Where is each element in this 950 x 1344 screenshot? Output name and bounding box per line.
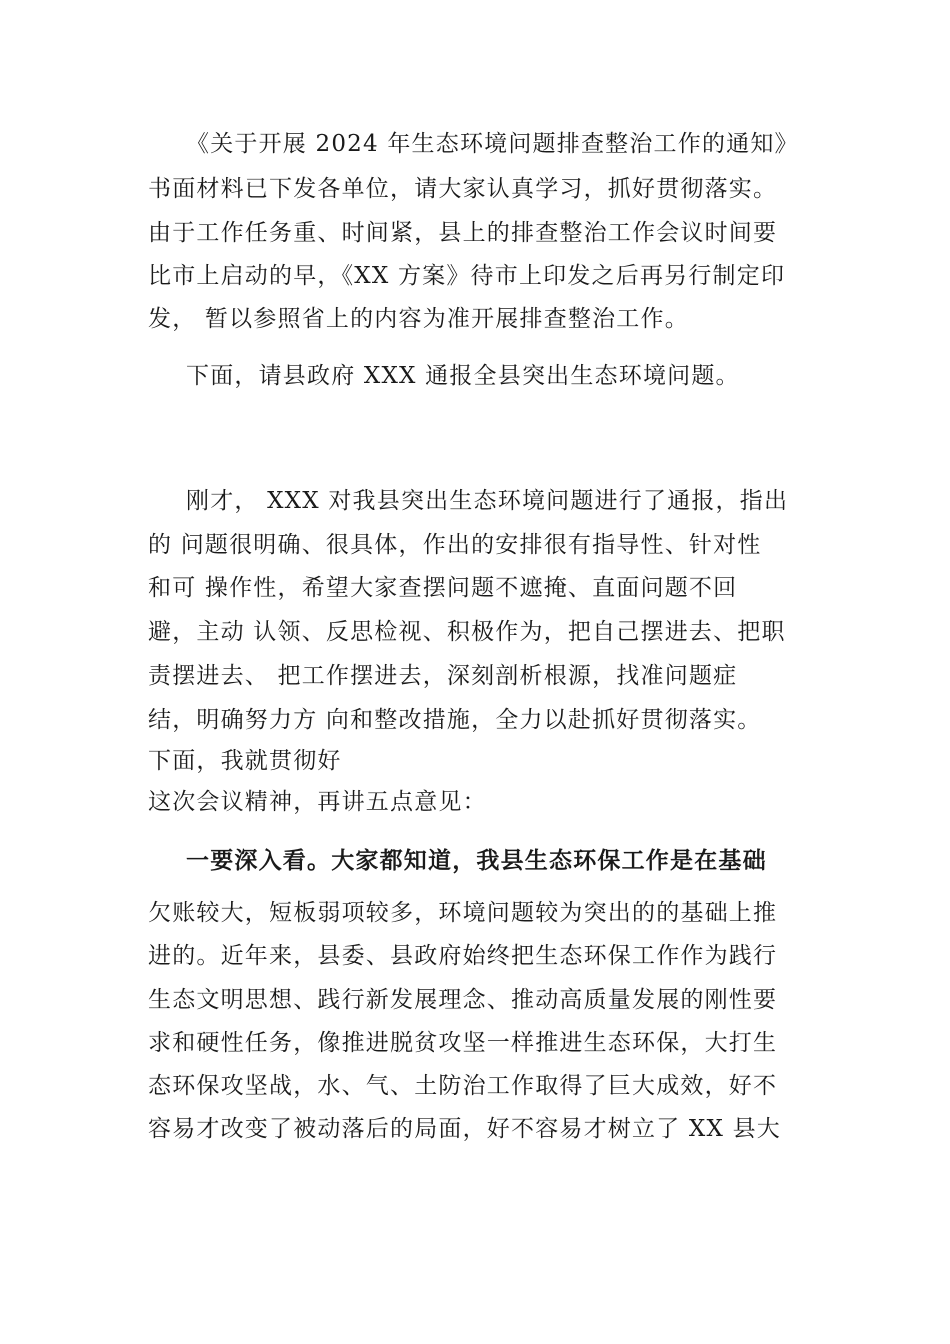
paragraph-1-line-1: 《关于开展 2024 年生态环境问题排查整治工作的通知》 (186, 131, 799, 157)
paragraph-3-line-8: 这次会议精神，再讲五点意见： (148, 789, 487, 815)
paragraph-4-line-4: 求和硬性任务，像推进脱贫攻坚一样推进生态环保，大打生 (148, 1030, 778, 1056)
paragraph-1-line-3: 由于工作任务重、时间紧，县上的排查整治工作会议时间要 (148, 220, 778, 246)
paragraph-1-line-4: 比市上启动的早，《XX 方案》待市上印发之后再另行制定印 (148, 263, 786, 289)
paragraph-1-line-2: 书面材料已下发各单位，请大家认真学习，抓好贯彻落实。 (148, 176, 778, 202)
paragraph-3-line-2: 的 问题很明确、很具体，作出的安排很有指导性、针对性 (148, 532, 762, 558)
paragraph-3-line-7: 下面，我就贯彻好 (148, 748, 342, 774)
paragraph-3-line-1: 刚才， XXX 对我县突出生态环境问题进行了通报，指出 (186, 488, 789, 514)
paragraph-3-line-6: 结，明确努力方 向和整改措施，全力以赴抓好贯彻落实。 (148, 707, 762, 733)
paragraph-4-heading: 一要深入看。大家都知道，我县生态环保工作是在基础 (186, 847, 767, 874)
paragraph-1-line-5: 发， 暂以参照省上的内容为准开展排查整治工作。 (148, 306, 689, 332)
paragraph-2-line-1: 下面，请县政府 XXX 通报全县突出生态环境问题。 (186, 363, 740, 389)
paragraph-3-line-5: 责摆进去、 把工作摆进去，深刻剖析根源，找准问题症 (148, 663, 738, 689)
paragraph-3-line-3: 和可 操作性，希望大家查摆问题不遮掩、直面问题不回 (148, 575, 738, 601)
paragraph-3-line-4: 避，主动 认领、反思检视、积极作为，把自己摆进去、把职 (148, 619, 786, 645)
paragraph-4-line-6: 容易才改变了被动落后的局面，好不容易才树立了 XX 县大 (148, 1116, 781, 1142)
paragraph-4-line-2: 进的。近年来，县委、县政府始终把生态环保工作作为践行 (148, 943, 778, 969)
paragraph-4-line-1: 欠账较大，短板弱项较多，环境问题较为突出的的基础上推 (148, 900, 778, 926)
paragraph-4-line-5: 态环保攻坚战，水、气、土防治工作取得了巨大成效，好不 (148, 1073, 778, 1099)
paragraph-4-line-3: 生态文明思想、践行新发展理念、推动高质量发展的刚性要 (148, 987, 778, 1013)
